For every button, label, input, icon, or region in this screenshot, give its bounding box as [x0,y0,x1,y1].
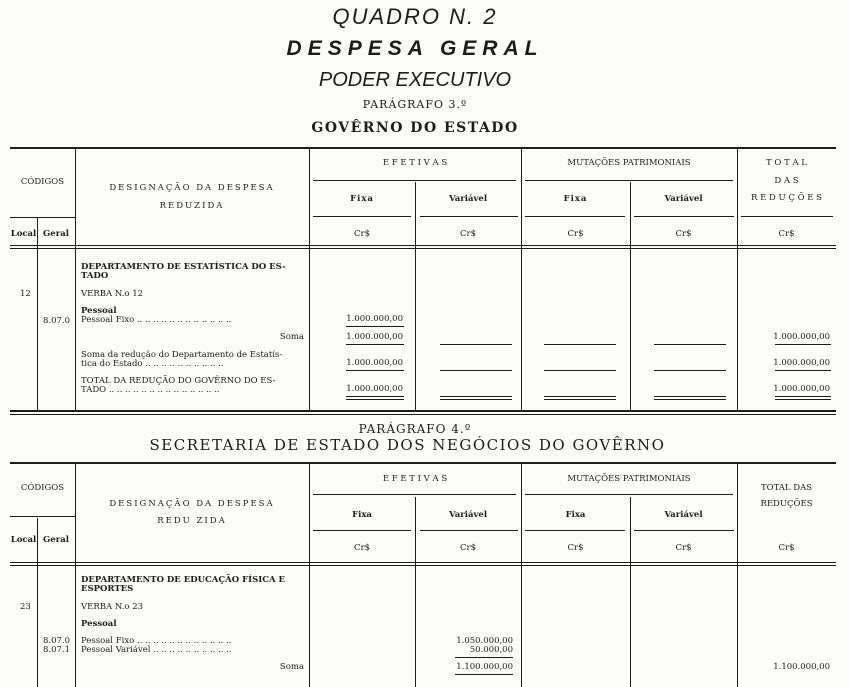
currency-fixa: Cr$ [354,229,370,239]
variavel-header: Variável [448,194,488,204]
efetivas-header: E F E T I V A S [382,158,448,168]
soma-value: 1.000.000,00 [346,332,403,342]
fixa-header-2: Fixa [352,510,372,520]
soma-label: Soma [279,332,304,342]
soma-total-2: 1.100.000,00 [773,662,830,672]
currency-total: Cr$ [778,229,795,239]
currency-total-2: Cr$ [778,543,795,553]
paragrafo-3: PARÁGRAFO 3.º [362,98,468,111]
total-reducao-total: 1.000.000,00 [773,384,830,394]
total-header-2: D A S [774,176,799,186]
total-reducao-1: TOTAL DA REDUÇÃO DO GOVÊRNO DO ES- [81,376,276,386]
codigos-header: CÓDIGOS [20,177,65,187]
total-header-1: T O T A L [766,158,807,168]
pessoal-fixo-2: Pessoal Fixo .. .. .. .. .. .. .. .. .. .. .. .. [81,636,232,646]
geral-header: Geral [43,229,69,239]
designacao-header-2: REDUZIDA [159,201,225,211]
mutacoes-header-2: MUTAÇÕES PATRIMONIAIS [567,474,691,484]
governo-title: GOVÊRNO DO ESTADO [311,120,519,136]
currency-fixa-2: Cr$ [354,543,370,553]
paragrafo-4: PARÁGRAFO 4.º [358,422,472,436]
currency-variavel: Cr$ [460,229,476,239]
codigos-header-2: CÓDIGOS [20,483,65,493]
secretaria-title: SECRETARIA DE ESTADO DOS NEGÓCIOS DO GOVÊRNO [149,436,666,454]
variavel-header-2: Variável [448,510,488,520]
geral-header-2: Geral [43,535,69,545]
total-header-2b: REDUÇÕES [760,499,813,509]
local-header-2: Local [10,535,37,545]
local-code: 12 [20,289,31,299]
dept2-name-2: ESPORTES [81,584,134,594]
fixa2-header-2: Fixa [565,510,586,520]
dept-name-1: DEPARTAMENTO DE ESTATÍSTICA DO ES- [81,262,286,272]
designacao-header-2a: DESIGNAÇÃO DA DESPESA [109,499,275,509]
pessoal-label-2: Pessoal [81,619,117,629]
designacao-header-2b: REDU ZIDA [157,516,227,526]
poder-title: PODER EXECUTIVO [318,69,512,91]
geral-code: 8.07.0 [43,316,71,326]
total-header-2a: TOTAL DAS [760,483,813,493]
pessoal-variavel-2: Pessoal Variável .. .. .. .. .. .. .. .. .. .. [81,645,232,655]
pessoal-fixo: Pessoal Fixo .. .. .. .. .. .. .. .. .. .. .. .. [81,315,232,325]
quadro-title: QUADRO N. 2 [332,4,498,29]
designacao-header-1: DESIGNAÇÃO DA DESPESA [109,183,275,193]
currency-fixa2: Cr$ [567,229,584,239]
soma-reducao-total: 1.000.000,00 [773,358,830,368]
total-reducao-value: 1.000.000,00 [346,384,403,394]
currency-variavel-2: Cr$ [460,543,476,553]
fixo-value-2: 1.050.000,00 [456,636,513,646]
soma-reducao-2: tica do Estado .. .. .. .. .. .. .. .. .. .. [81,359,224,369]
soma-label-2: Soma [279,662,304,672]
pessoal-fixo-value: 1.000.000,00 [346,314,403,324]
dept2-name-1: DEPARTAMENTO DE EDUCAÇÃO FÍSICA E [81,575,286,585]
mutacoes-header: MUTAÇÕES PATRIMONIAIS [567,158,691,168]
geral-code-2b: 8.07.1 [43,645,71,655]
dept-name-2: TADO [81,271,109,281]
verba: VERBA N.o 12 [81,289,144,299]
total-reducao-2: TADO .. .. .. .. .. .. .. .. .. .. .. .. .. .. [81,385,220,395]
total-header-3: R E D U Ç Õ E S [751,193,822,203]
variavel2-header-2: Variável [664,510,703,520]
currency-fixa2-2: Cr$ [567,543,584,553]
efetivas-header-2: E F E T I V A S [382,474,448,484]
local-code-2: 23 [20,602,31,612]
despesa-title: DESPESA GERAL [286,37,544,60]
verba-2: VERBA N.o 23 [81,602,144,612]
variavel2-header: Variável [664,194,703,204]
fixa-header: Fixa [350,194,374,204]
local-header: Local [10,229,37,239]
soma-value-2: 1.100.000,00 [456,662,513,672]
pessoal-label: Pessoal [81,306,117,316]
soma-reducao-1: Soma da redução do Departamento de Estatís- [81,350,283,360]
currency-variavel2: Cr$ [675,229,692,239]
soma-reducao-value: 1.000.000,00 [346,358,403,368]
soma-total: 1.000.000,00 [773,332,830,342]
fixa2-header: Fixa [563,194,588,204]
geral-code-2a: 8.07.0 [43,636,71,646]
currency-variavel2-2: Cr$ [675,543,692,553]
variavel-value-2: 50.000,00 [469,645,513,655]
